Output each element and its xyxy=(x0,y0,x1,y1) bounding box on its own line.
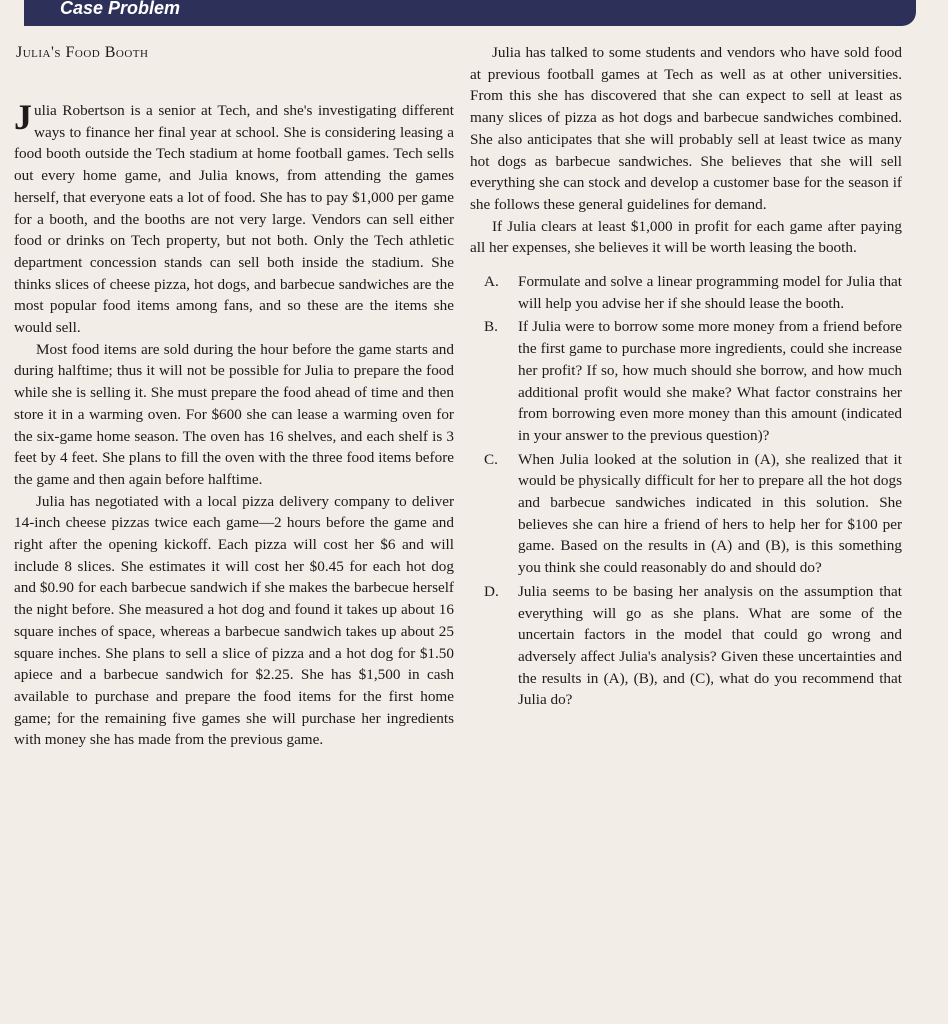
question-text: If Julia were to borrow some more money from a friend before the first game to purchase more ingredients, could she increase her profit? If so, how much should she borrow, and how much additional profit would she make? What factor constrains her from borrowing even more money than this amount (indicated in your answer to the previous question)? xyxy=(518,318,902,444)
question-c xyxy=(470,449,902,579)
question-a xyxy=(470,271,902,314)
question-text: Formulate and solve a linear programming model for Julia that will help you advise her if she should lease the booth. xyxy=(518,273,902,312)
case-heading: Julia's Food Booth xyxy=(16,44,149,61)
question-letter: A. xyxy=(484,273,499,291)
question-b xyxy=(470,316,902,446)
right-column xyxy=(470,42,902,713)
banner-title: Case Problem xyxy=(60,0,181,18)
question-letter: B. xyxy=(484,318,498,336)
paragraph-1 xyxy=(14,97,454,339)
drop-cap: J xyxy=(14,97,32,137)
paragraph-4: Julia has talked to some students and vendors who have sold food at previous football games at Tech as well as at other universities. From this she has discovered that she can expect to sell at least as many slices of pizza as hot dogs and barbecue sandwiches combined. She also anticipates that she will probably sell at least twice as many hot dogs as barbecue sandwiches. She believes that she will sell everything she can stock and develop a customer base for the season if she follows these general guidelines for demand. xyxy=(470,44,902,213)
question-list xyxy=(470,271,902,711)
paragraph-2: Most food items are sold during the hour before the game starts and during halftime; thus it will not be possible for Julia to prepare the food while she is selling it. She must prepare the food ahead of time and then store it in a warming oven. For $600 she can lease a warming oven for the six-game home season. The oven has 16 shelves, and each shelf is 3 feet by 4 feet. She plans to fill the oven with the three food items before the game and then again before halftime. xyxy=(14,340,454,488)
question-letter: C. xyxy=(484,450,498,468)
paragraph-5: If Julia clears at least $1,000 in profit for each game after paying all her expenses, she believes it will be worth leasing the booth. xyxy=(470,217,902,257)
left-column xyxy=(14,97,454,751)
question-d xyxy=(470,581,902,711)
question-letter: D. xyxy=(484,582,499,600)
question-text: Julia seems to be basing her analysis on the assumption that everything will go as she plans. What are some of the uncertain factors in the model that could go wrong and adversely affect Julia's analysis? Given these uncertainties and the results in (A), (B), and (C), what do you recommend that Julia do? xyxy=(518,582,902,709)
paragraph-1-text: ulia Robertson is a senior at Tech, and she's investigating different ways to finance her final year at school. She is considering leasing a food booth outside the Tech stadium at home football games. Tech sells out every home game, and Julia knows, from attending the games herself, that everyone eats a lot of food. She has to pay $1,000 per game for a booth, and the booths are not very large. Vendors can sell either food or drinks on Tech property, but not both. Only the Tech athletic department concession stands can sell both inside the stadium. She thinks slices of cheese pizza, hot dogs, and barbecue sandwiches are the most popular food items among fans, and so these are the items she would sell. xyxy=(14,102,454,337)
question-text: When Julia looked at the solution in (A), she realized that it would be physically difficult for her to prepare all the hot dogs and barbecue sandwiches indicated in this solution. She believes she can hire a friend of hers to help her for $100 per game. Based on the results in (A) and (B), is this something you think she could reasonably do and should do? xyxy=(518,450,902,577)
case-problem-banner xyxy=(24,0,916,26)
paragraph-3: Julia has negotiated with a local pizza delivery company to deliver 14-inch cheese pizzas twice each game—2 hours before the game and right after the opening kickoff. Each pizza will cost her $6 and will include 8 slices. She estimates it will cost her $0.45 for each hot dog and $0.90 for each barbecue sandwich if she makes the barbecue herself the night before. She measured a hot dog and found it takes up about 16 square inches of space, whereas a barbecue sandwich takes up about 25 square inches. She plans to sell a slice of pizza and a hot dog for $1.50 apiece and a barbecue sandwich for $2.25. She has $1,500 in cash available to purchase and prepare the food items for the first home game; for the remaining five games she will purchase her ingredients with money she has made from the previous game. xyxy=(14,492,454,749)
